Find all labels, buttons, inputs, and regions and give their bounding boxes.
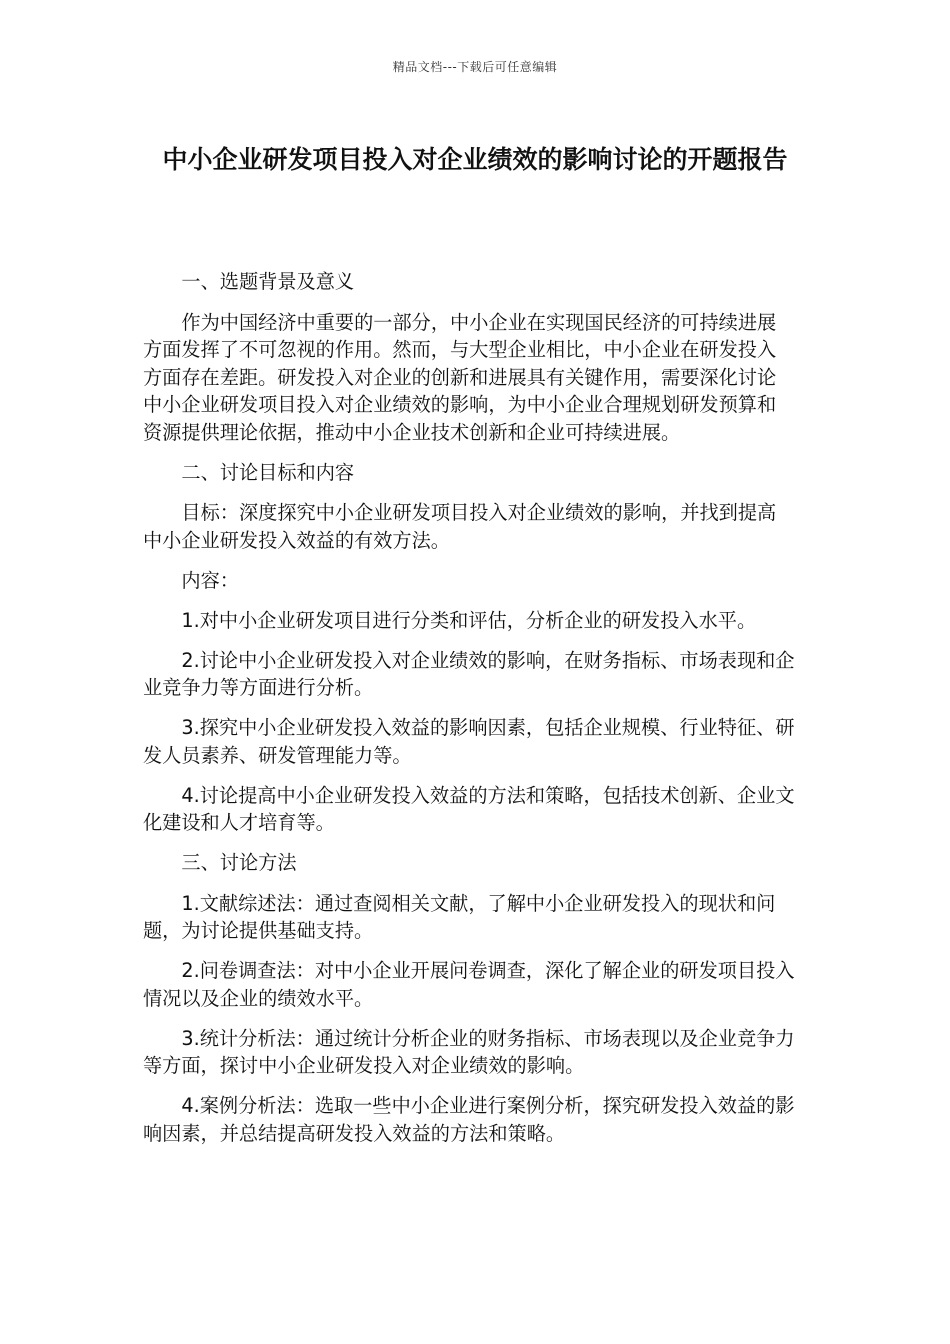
list-item: 2.讨论中小企业研发投入对企业绩效的影响，在财务指标、市场表现和企业竞争力等方面进行分析。 xyxy=(143,648,795,699)
paragraph: 作为中国经济中重要的一部分，中小企业在实现国民经济的可持续进展方面发挥了不可忽视的作用。然而，与大型企业相比，中小企业在研发投入方面存在差距。研发投入对企业的创新和进展具有关键作用，需要深化讨论中小企业研发项目投入对企业绩效的影响，为中小企业合理规划研发预算和资源提供理论依据，推动中小企业技术创新和企业可持续进展。 xyxy=(143,310,777,444)
header-note: 精品文档---下载后可任意编辑 xyxy=(392,60,558,74)
list-item: 3.探究中小企业研发投入效益的影响因素，包括企业规模、行业特征、研发人员素养、研发管理能力等。 xyxy=(143,716,795,767)
list-item: 1.对中小企业研发项目进行分类和评估，分析企业的研发投入水平。 xyxy=(181,608,757,632)
list-item: 4.讨论提高中小企业研发投入效益的方法和策略，包括技术创新、企业文化建设和人才培育等。 xyxy=(143,783,795,834)
document-title: 中小企业研发项目投入对企业绩效的影响讨论的开题报告 xyxy=(162,145,788,174)
list-item: 2.问卷调查法：对中小企业开展问卷调查，深化了解企业的研发项目投入情况以及企业的绩效水平。 xyxy=(143,959,795,1010)
document-body xyxy=(143,268,795,1160)
list-item: 3.统计分析法：通过统计分析企业的财务指标、市场表现以及企业竞争力等方面，探讨中小企业研发投入对企业绩效的影响。 xyxy=(143,1026,795,1077)
section-heading-1: 一、选题背景及意义 xyxy=(181,270,355,293)
paragraph: 内容： xyxy=(181,568,239,592)
list-item: 4.案例分析法：选取一些中小企业进行案例分析，探究研发投入效益的影响因素，并总结提高研发投入效益的方法和策略。 xyxy=(143,1094,795,1145)
section-heading-3: 三、讨论方法 xyxy=(181,851,297,874)
section-heading-2: 二、讨论目标和内容 xyxy=(181,460,355,484)
list-item: 1.文献综述法：通过查阅相关文献，了解中小企业研发投入的现状和问题，为讨论提供基础支持。 xyxy=(143,891,776,942)
paragraph: 目标：深度探究中小企业研发项目投入对企业绩效的影响，并找到提高中小企业研发投入效益的有效方法。 xyxy=(143,501,777,552)
